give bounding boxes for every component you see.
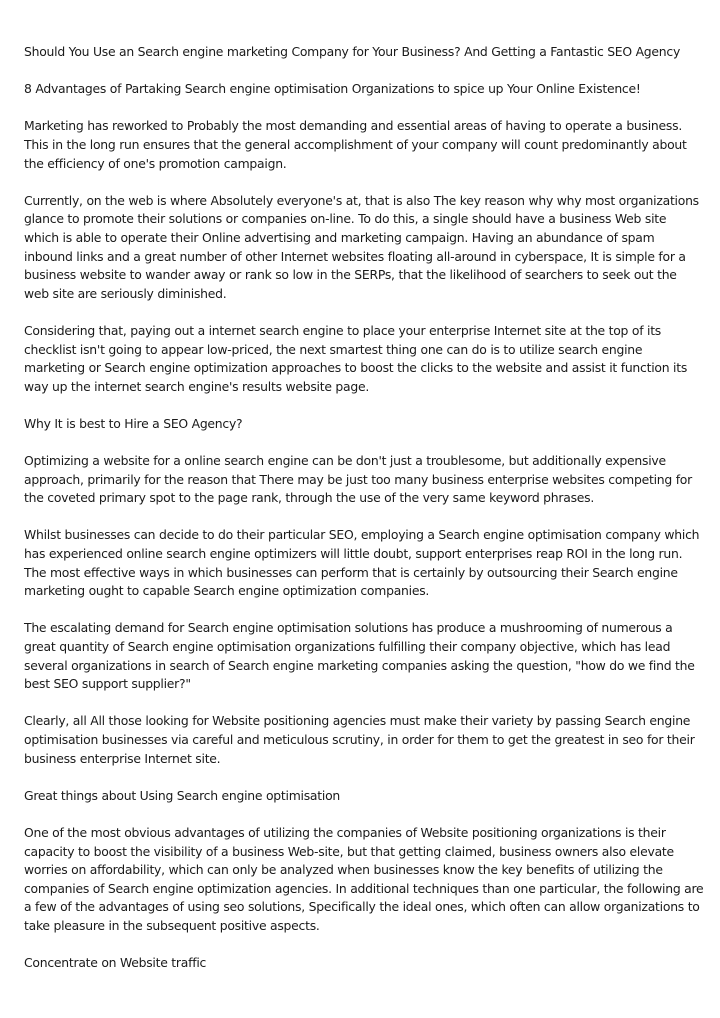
paragraph: Whilst businesses can decide to do their particular SEO, employing a Search engine optimisation company which has experienced online search engine optimizers will little doubt, support enterprises reap ROI in the long run. The most effective ways in which businesses can perform that is certainly by outsourcing their Search engine marketing ought to capable Search engine optimization companies. xyxy=(24,527,700,599)
paragraph: Marketing has reworked to Probably the most demanding and essential areas of having to operate a business. This in the long run ensures that the general accomplishment of your company will count predominantly about the efficiency of one's promotion campaign. xyxy=(24,118,687,171)
paragraph: One of the most obvious advantages of utilizing the companies of Website positioning organizations is their capacity to boost the visibility of a business Web-site, but that getting claimed, business owners also elevate worries on affordability, which can only be analyzed when businesses know the key benefits of utilizing the companies of Search engine optimization agencies. In additional techniques than one particular, the following are a few of the advantages of using seo solutions, Specifically the ideal ones, which often can allow organizations to take pleasure in the subsequent positive aspects. xyxy=(24,824,704,933)
paragraph: The escalating demand for Search engine optimisation solutions has produce a mushrooming of numerous a great quantity of Search engine optimisation organizations fulfilling their company objective, which has lead several organizations in search of Search engine marketing companies asking the question, "how do we find the best SEO support supplier?" xyxy=(24,620,695,692)
paragraph: Optimizing a website for a online search engine can be don't just a troublesome, but additionally expensive approach, primarily for the reason that There may be just too many business enterprise websites competing for the coveted primary spot to the page rank, through the use of the very same keyword phrases. xyxy=(24,453,692,506)
section-heading: Concentrate on Website traffic xyxy=(24,955,207,971)
paragraph: Currently, on the web is where Absolutely everyone's at, that is also The key reason why why most organizations glance to promote their solutions or companies on-line. To do this, a single should have a business Web site which is able to operate their Online advertising and marketing campaign. Having an abundance of spam inbound links and a great number of other Internet websites floating all-around in cyberspace, It is simple for a business website to wander away or rank so low in the SERPs, that the likelihood of searchers to seek out the web site are seriously diminished. xyxy=(24,192,699,301)
section-heading: Great things about Using Search engine optimisation xyxy=(24,787,341,803)
paragraph: Clearly, all All those looking for Website positioning agencies must make their variety by passing Search engine optimisation businesses via careful and meticulous scrutiny, in order for them to get the greatest in seo for their business enterprise Internet site. xyxy=(24,713,695,766)
page-title: Should You Use an Search engine marketing Company for Your Business? And Getting a Fantastic SEO Agency xyxy=(24,44,681,59)
section-heading: Why It is best to Hire a SEO Agency? xyxy=(24,415,243,431)
paragraph: Considering that, paying out a internet search engine to place your enterprise Internet site at the top of its checklist isn't going to appear low-priced, the next smartest thing one can do is to utilize search engine marketing or Search engine optimization approaches to boost the clicks to the website and assist it function its way up the internet search engine's results website page. xyxy=(24,322,688,394)
document-body xyxy=(24,43,704,991)
subtitle: 8 Advantages of Partaking Search engine optimisation Organizations to spice up Your Online Existence! xyxy=(24,81,641,97)
